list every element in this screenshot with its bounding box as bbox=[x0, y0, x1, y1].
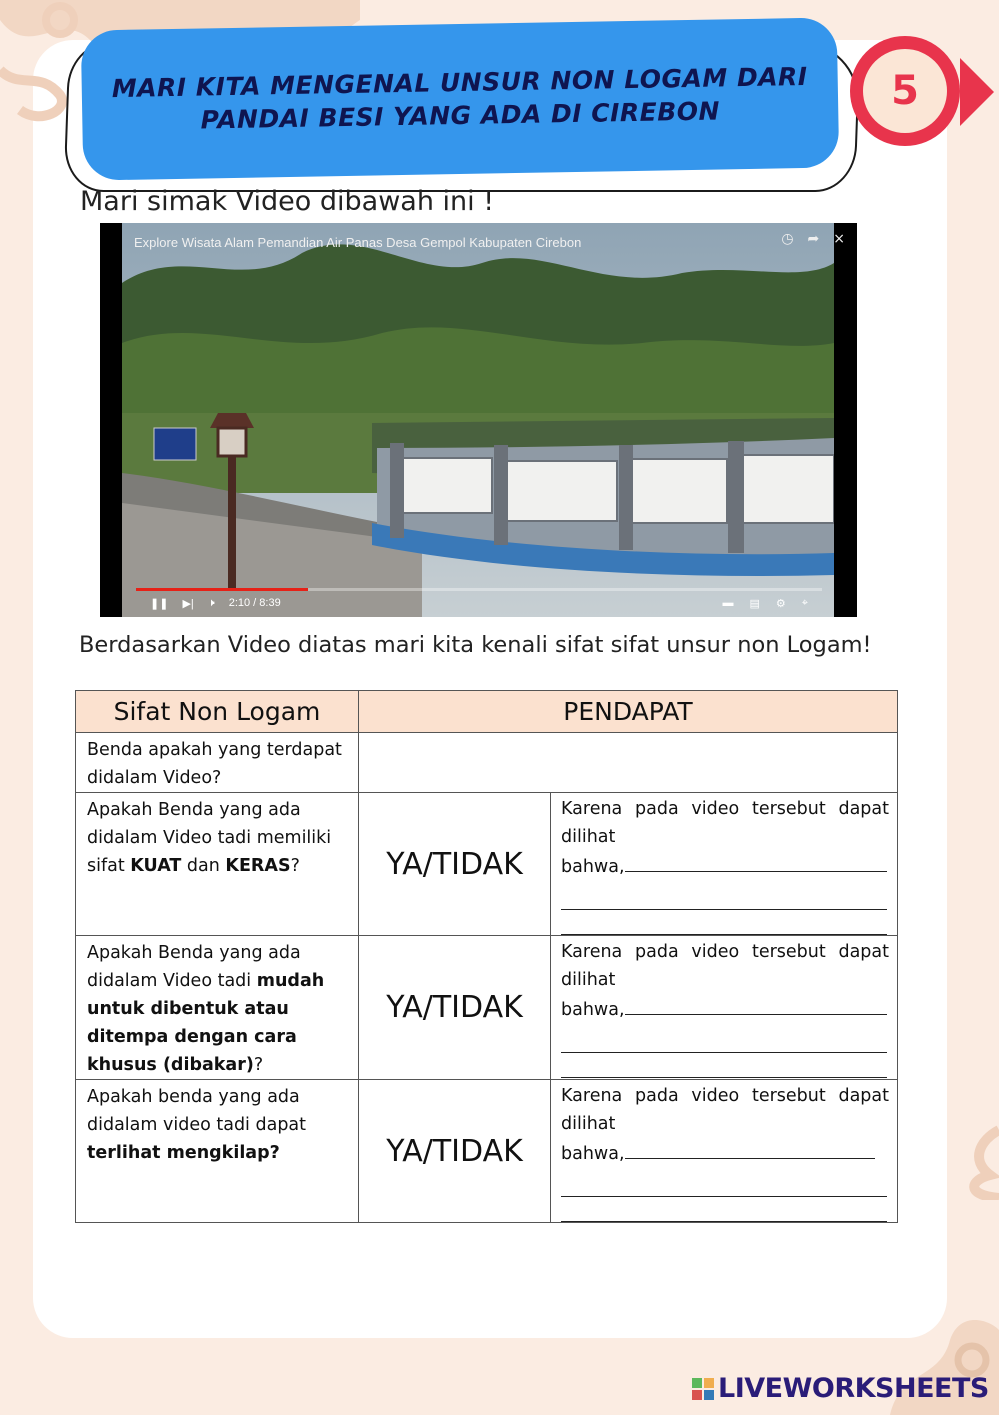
question-text: ? bbox=[253, 1055, 264, 1075]
table-row bbox=[76, 936, 898, 1080]
reason-line bbox=[561, 994, 889, 1024]
liveworksheets-logo-text: LIVEWORKSHEETS bbox=[718, 1373, 989, 1404]
liveworksheets-logo-icon bbox=[692, 1378, 714, 1400]
section-number: 5 bbox=[863, 49, 947, 133]
ya-tidak-choice[interactable]: YA/TIDAK bbox=[359, 1080, 551, 1223]
question-line bbox=[87, 852, 352, 880]
ya-tidak-choice[interactable]: YA/TIDAK bbox=[359, 936, 551, 1080]
video-thumbnail-scene bbox=[122, 223, 834, 617]
question-emphasis: mudah bbox=[256, 971, 325, 991]
next-icon[interactable]: ▶| bbox=[182, 597, 194, 610]
reason-line: dilihat bbox=[561, 827, 616, 847]
question-emphasis: khusus (dibakar) bbox=[87, 1055, 254, 1075]
captions-icon[interactable]: ▤ bbox=[749, 597, 760, 610]
reason-line: dilihat bbox=[561, 1114, 616, 1134]
question-text: sifat bbox=[87, 856, 131, 876]
question-line bbox=[87, 1023, 352, 1051]
share-icon[interactable]: ➦ bbox=[807, 231, 820, 247]
question-emphasis: KERAS bbox=[225, 856, 291, 876]
banner-title-line-1: MARI KITA MENGENAL UNSUR NON LOGAM DARI bbox=[111, 61, 808, 104]
toggle-icon[interactable]: ▬ bbox=[722, 596, 734, 609]
question-line bbox=[87, 1051, 352, 1079]
question-line: didalam video tadi dapat bbox=[87, 1115, 307, 1135]
reason-text: bahwa, bbox=[561, 857, 625, 877]
video-player[interactable] bbox=[100, 223, 857, 617]
exit-fullscreen-icon[interactable]: ⌖ bbox=[801, 596, 808, 609]
table-row bbox=[76, 1080, 898, 1223]
intro-text: Mari simak Video dibawah ini ! bbox=[80, 186, 495, 217]
reason-line: Karena pada video tersebut dapat bbox=[561, 799, 889, 819]
section-number-badge bbox=[850, 36, 960, 146]
question-emphasis: terlihat mengkilap? bbox=[87, 1143, 280, 1163]
reason-line: Karena pada video tersebut dapat bbox=[561, 942, 889, 962]
answer-blank[interactable] bbox=[561, 1024, 887, 1053]
question-text: dan bbox=[181, 856, 226, 876]
reason-line: Karena pada video tersebut dapat bbox=[561, 1086, 889, 1106]
ya-tidak-choice[interactable]: YA/TIDAK bbox=[359, 793, 551, 936]
answer-blank[interactable] bbox=[561, 1053, 887, 1078]
question-line: Apakah Benda yang ada bbox=[87, 800, 301, 820]
question-text: ? bbox=[290, 856, 300, 876]
video-control-bar bbox=[122, 589, 834, 617]
header-pendapat: PENDAPAT bbox=[359, 691, 898, 733]
watch-later-icon[interactable]: ◷ bbox=[781, 231, 794, 247]
reason-text: bahwa, bbox=[561, 1000, 625, 1020]
close-icon[interactable]: × bbox=[833, 231, 845, 247]
question-cell bbox=[76, 733, 359, 793]
question-line: Benda apakah yang terdapat bbox=[87, 740, 342, 760]
reason-line bbox=[561, 851, 889, 881]
reason-cell bbox=[551, 1080, 898, 1223]
liveworksheets-logo bbox=[692, 1373, 989, 1404]
question-emphasis: untuk dibentuk atau bbox=[87, 999, 289, 1019]
answer-field-benda[interactable] bbox=[359, 733, 898, 793]
answer-blank[interactable] bbox=[561, 1168, 887, 1197]
instruction-text: Berdasarkan Video diatas mari kita kenali sifat sifat unsur non Logam! bbox=[79, 632, 872, 658]
question-cell bbox=[76, 936, 359, 1080]
gear-icon[interactable]: ⚙ bbox=[775, 597, 786, 610]
cloud-ornament-right bbox=[960, 1120, 999, 1200]
title-banner bbox=[66, 22, 856, 194]
volume-icon[interactable]: 🕨 bbox=[207, 596, 215, 609]
answer-blank[interactable] bbox=[561, 881, 887, 910]
question-emphasis: KUAT bbox=[130, 856, 182, 876]
pause-icon[interactable]: ❚❚ bbox=[150, 597, 169, 610]
worksheet-table bbox=[75, 690, 898, 1223]
table-header-row bbox=[76, 691, 898, 733]
video-time: 2:10 / 8:39 bbox=[228, 597, 281, 609]
header-sifat-non-logam: Sifat Non Logam bbox=[76, 691, 359, 733]
banner-title-line-2: PANDAI BESI YANG ADA DI CIREBON bbox=[200, 96, 721, 135]
answer-blank[interactable] bbox=[625, 994, 887, 1015]
reason-text: bahwa, bbox=[561, 1144, 625, 1164]
answer-blank[interactable] bbox=[561, 1197, 887, 1222]
banner-fill bbox=[81, 17, 840, 180]
question-line: didalam Video tadi memiliki bbox=[87, 828, 332, 848]
badge-arrow bbox=[960, 58, 994, 126]
question-line bbox=[87, 967, 352, 995]
reason-cell bbox=[551, 793, 898, 936]
answer-blank[interactable] bbox=[625, 851, 887, 872]
question-line: Apakah benda yang ada bbox=[87, 1087, 300, 1107]
question-line: didalam Video? bbox=[87, 768, 222, 788]
reason-line: dilihat bbox=[561, 970, 616, 990]
question-emphasis: ditempa dengan cara bbox=[87, 1027, 297, 1047]
answer-blank[interactable] bbox=[561, 910, 887, 935]
table-row bbox=[76, 733, 898, 793]
video-top-controls bbox=[781, 231, 845, 247]
question-cell bbox=[76, 1080, 359, 1223]
reason-cell bbox=[551, 936, 898, 1080]
question-line: Apakah Benda yang ada bbox=[87, 943, 301, 963]
question-text: didalam Video tadi bbox=[87, 971, 257, 991]
video-title: Explore Wisata Alam Pemandian Air Panas Desa Gempol Kabupaten Cirebon bbox=[134, 235, 582, 250]
question-line bbox=[87, 1139, 352, 1167]
question-cell bbox=[76, 793, 359, 936]
question-line bbox=[87, 995, 352, 1023]
table-row bbox=[76, 793, 898, 936]
reason-line bbox=[561, 1138, 889, 1168]
answer-blank[interactable] bbox=[625, 1138, 875, 1159]
